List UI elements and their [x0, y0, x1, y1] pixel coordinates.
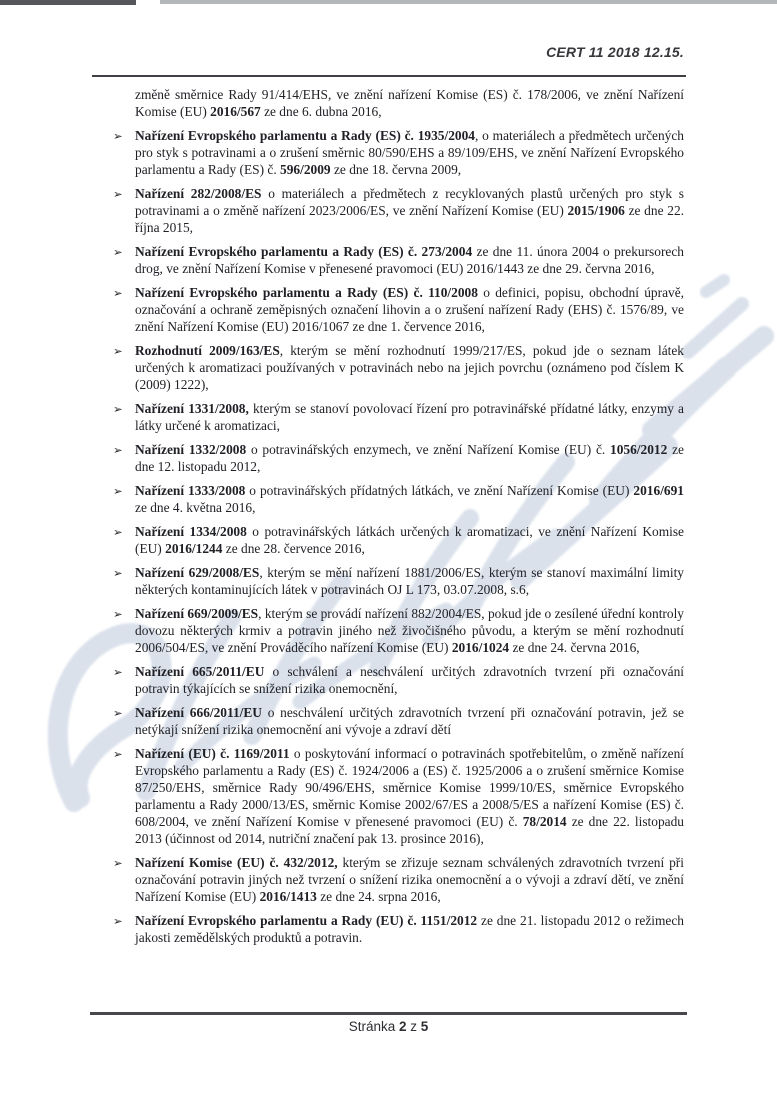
list-item [113, 185, 684, 236]
item-text: Nařízení Evropského parlamentu a Rady (ES) č. 1935/2004, o materiálech a předmětech určených pro styk s potravinami a o zrušení směrnic 80/590/EHS a 89/109/EHS, ve znění Nařízení Evropského parlamentu a Rady (ES) č. 596/2009 ze dne 18. června 2009, [135, 128, 685, 177]
list-item [113, 523, 684, 557]
bullet-arrow-icon: ➢ [113, 747, 123, 761]
list-item [113, 243, 684, 277]
item-text: Nařízení 1333/2008 o potravinářských přídatných látkách, ve znění Nařízení Komise (EU) 2016/691 ze dne 4. května 2016, [135, 483, 684, 515]
item-text: Rozhodnutí 2009/163/ES, kterým se mění rozhodnutí 1999/217/ES, pokud jde o seznam látek určených k aromatizaci používaných v potravinách nebo na jejich povrchu (oznámeno pod číslem K (2009) 1222), [135, 343, 684, 392]
list-item [113, 605, 684, 656]
bullet-arrow-icon: ➢ [113, 525, 123, 539]
bullet-arrow-icon: ➢ [113, 402, 123, 416]
bullet-arrow-icon: ➢ [113, 245, 123, 259]
bullet-arrow-icon: ➢ [113, 914, 123, 928]
bullet-arrow-icon: ➢ [113, 187, 123, 201]
bullet-arrow-icon: ➢ [113, 129, 123, 143]
item-text: Nařízení Evropského parlamentu a Rady (ES) č. 273/2004 ze dne 11. února 2004 o prekursorech drog, ve znění Nařízení Komise v přenesené pravomoci (EU) 2016/1443 ze dne 29. června 2016, [135, 244, 684, 276]
list-item [113, 400, 684, 434]
item-text: Nařízení 1331/2008, kterým se stanoví povolovací řízení pro potravinářské přídatné látky, enzymy a látky určené k aromatizaci, [135, 401, 684, 433]
item-text: Nařízení 1334/2008 o potravinářských látkách určených k aromatizaci, ve znění Nařízení Komise (EU) 2016/1244 ze dne 28. července 2016, [135, 524, 684, 556]
list-item [113, 564, 684, 598]
list-item [113, 663, 684, 697]
paragraph-continuation [135, 86, 684, 120]
bullet-arrow-icon: ➢ [113, 566, 123, 580]
item-text: změně směrnice Rady 91/414/EHS, ve znění nařízení Komise (ES) č. 178/2006, ve znění Nařízení Komise (EU) 2016/567 ze dne 6. dubna 2016, [135, 87, 684, 119]
bullet-arrow-icon: ➢ [113, 286, 123, 300]
footer-page-current: 2 [398, 1019, 407, 1034]
footer-page-total: 5 [420, 1019, 429, 1034]
item-text: Nařízení Evropského parlamentu a Rady (EU) č. 1151/2012 ze dne 21. listopadu 2012 o režimech jakosti zemědělských produktů a potravin. [135, 913, 684, 945]
regulation-list [113, 86, 685, 953]
bullet-arrow-icon: ➢ [113, 665, 123, 679]
list-item [113, 704, 684, 738]
list-item [113, 127, 685, 178]
list-item [113, 482, 684, 516]
footer-divider-line [90, 1012, 687, 1015]
list-item [113, 284, 685, 335]
item-text: Nařízení 665/2011/EU o schválení a neschválení určitých zdravotních tvrzení při označování potravin týkajících se snížení rizika onemocnění, [135, 664, 684, 696]
item-text: Nařízení 669/2009/ES, kterým se provádí nařízení 882/2004/ES, pokud jde o zesílené úřední kontroly dovozu některých krmiv a potravin jiného než živočišného původu, a kterým se mění rozhodnutí 2006/504/ES, ve znění Prováděcího nařízení Komise (EU) 2016/1024 ze dne 24. června 2016, [135, 606, 684, 655]
item-text: Nařízení 282/2008/ES o materiálech a předmětech z recyklovaných plastů určených pro styk s potravinami a o změně nařízení 2023/2006/ES, ve znění Nařízení Komise (EU) 2015/1906 ze dne 22. října 2015, [135, 186, 684, 235]
footer-page-of: z [410, 1019, 418, 1034]
bullet-arrow-icon: ➢ [113, 607, 123, 621]
document-code: CERT 11 2018 12.15. [546, 44, 684, 60]
item-text: Nařízení Komise (EU) č. 432/2012, kterým se zřizuje seznam schválených zdravotních tvrzení při označování potravin jiných než tvrzení o snížení rizika onemocnění a o vývoji a zdraví dětí, ve znění Nařízení Komise (EU) 2016/1413 ze dne 24. srpna 2016, [135, 855, 684, 904]
bullet-arrow-icon: ➢ [113, 856, 123, 870]
bullet-arrow-icon: ➢ [113, 484, 123, 498]
list-item [113, 854, 684, 905]
item-text: Nařízení Evropského parlamentu a Rady (ES) č. 110/2008 o definici, popisu, obchodní úpravě, označování a ochraně zeměpisných označení lihovin a o zrušení nařízení Rady (EHS) č. 1576/89, ve znění Nařízení Komise (EU) 2016/1067 ze dne 1. července 2016, [135, 285, 685, 334]
header-divider-line [92, 75, 686, 77]
footer-page-label: Stránka [348, 1019, 396, 1034]
list-item [113, 745, 684, 847]
page-number-footer [90, 1019, 687, 1034]
list-item [113, 912, 684, 946]
list-item [113, 342, 684, 393]
item-text: Nařízení 1332/2008 o potravinářských enzymech, ve znění Nařízení Komise (EU) č. 1056/2012 ze dne 12. listopadu 2012, [135, 442, 684, 474]
item-text: Nařízení (EU) č. 1169/2011 o poskytování informací o potravinách spotřebitelům, o změně nařízení Evropského parlamentu a Rady (ES) č. 1924/2006 a (ES) č. 1925/2006 a o zrušení směrnice Komise 87/250/EHS, směrnice Rady 90/496/EHS, směrnice Komise 1999/10/ES, směrnice Evropského parlamentu a Rady 2000/13/ES, směrnic Komise 2002/67/ES a 2008/5/ES a nařízení Komise (ES) č. 608/2004, ve znění Nařízení Komise v přenesené pravomoci (EU) č. 78/2014 ze dne 22. listopadu 2013 (účinnost od 2014, nutriční značení pak 13. prosince 2016), [135, 746, 684, 846]
item-text: Nařízení 629/2008/ES, kterým se mění nařízení 1881/2006/ES, kterým se stanoví maximální limity některých kontaminujících látek v potravinách OJ L 173, 03.07.2008, s.6, [135, 565, 684, 597]
item-text: Nařízení 666/2011/EU o neschválení určitých zdravotních tvrzení při označování potravin, jež se netýkají snížení rizika onemocnění ani vývoje a zdraví dětí [135, 705, 684, 737]
list-item [113, 441, 684, 475]
bullet-arrow-icon: ➢ [113, 443, 123, 457]
bullet-arrow-icon: ➢ [113, 706, 123, 720]
bullet-arrow-icon: ➢ [113, 344, 123, 358]
